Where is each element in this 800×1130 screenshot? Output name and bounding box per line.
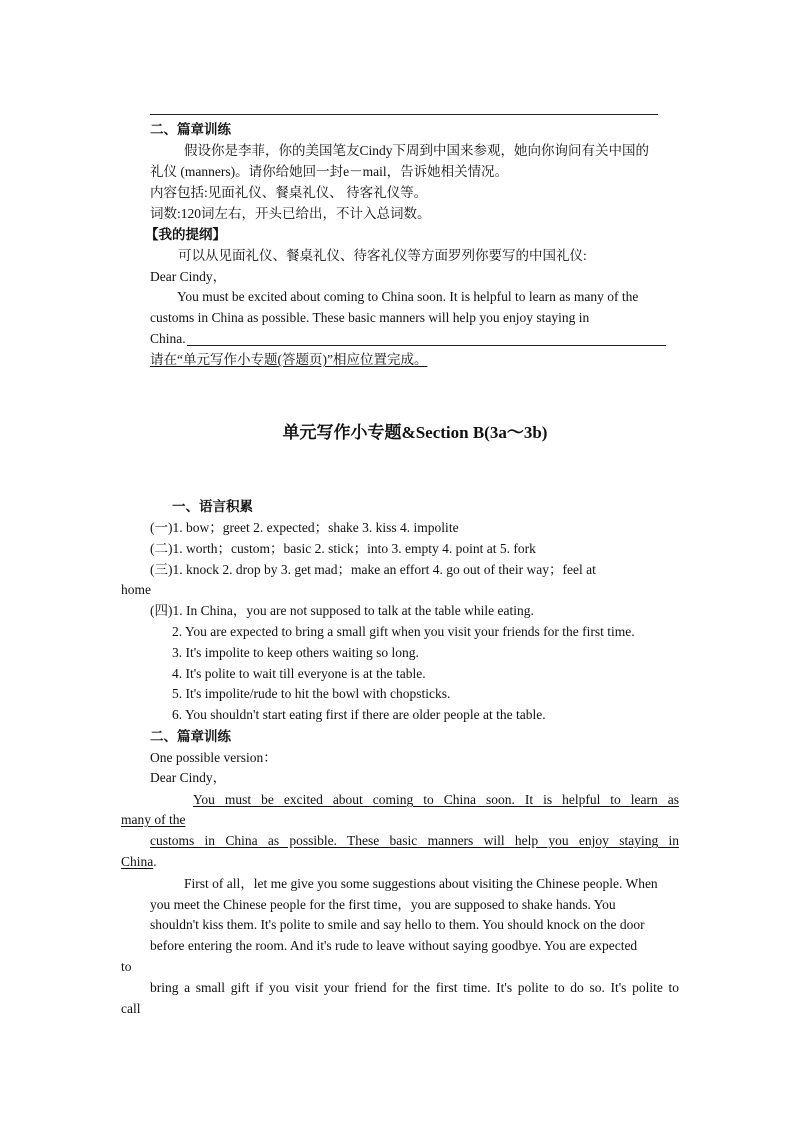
task-prompt-line1: 假设你是李菲，你的美国笔友Cindy下周到中国来参观，她向你询问有关中国的 bbox=[184, 143, 650, 158]
outline-text: 可以从见面礼仪、餐桌礼仪、待客礼仪等方面罗列你要写的中国礼仪: bbox=[178, 248, 587, 263]
essay-opening-line-4-text: China bbox=[121, 854, 154, 869]
answers-heading-2: 二、篇章训练 bbox=[150, 729, 231, 744]
essay-opening-line-4 bbox=[121, 852, 157, 872]
task-prompt-line2: 礼仪 (manners)。请你给她回一封e－mail，告诉她相关情况。 bbox=[150, 164, 509, 179]
answers-part-4-item-2: 2. You are expected to bring a small gift when you visit your friends for the first time. bbox=[172, 624, 635, 639]
essay-body-line-4: before entering the room. And it's rude to leave without saying goodbye. You are expected bbox=[150, 938, 638, 953]
essay-opening-line-4-period: . bbox=[153, 854, 157, 869]
answers-part-1: (一)1. bow；greet 2. expected；shake 3. kiss 4. impolite bbox=[150, 520, 459, 535]
outline-heading: 【我的提纲】 bbox=[145, 227, 226, 242]
answers-part-3: (三)1. knock 2. drop by 3. get mad；make an effort 4. go out of their way；feel at bbox=[150, 562, 596, 577]
letter-greeting: Dear Cindy， bbox=[150, 269, 227, 284]
letter-line-3: China. bbox=[150, 331, 186, 346]
essay-body-line-2: you meet the Chinese people for the first time，you are supposed to shake hands. You bbox=[150, 897, 616, 912]
answers-part-4-item-1: (四)1. In China，you are not supposed to talk at the table while eating. bbox=[150, 603, 534, 618]
essay-body-line-6: bring a small gift if you visit your friend for the first time. It's polite to do so. It's polite to bbox=[150, 980, 679, 995]
essay-opening-line-3: customs in China as possible. These basic manners will help you enjoy staying in bbox=[150, 833, 679, 848]
essay-body-line-5: to bbox=[121, 959, 132, 974]
essay-body-line-7: call bbox=[121, 1001, 141, 1016]
answers-part-4-item-4: 4. It's polite to wait till everyone is at the table. bbox=[172, 666, 426, 681]
letter-line-1: You must be excited about coming to China soon. It is helpful to learn as many of the bbox=[177, 289, 639, 304]
answers-part-4-item-6: 6. You shouldn't start eating first if there are older people at the table. bbox=[172, 707, 546, 722]
essay-body-line-3: shouldn't kiss them. It's polite to smile and say hello to them. You should knock on the door bbox=[150, 917, 645, 932]
answers-heading-1: 一、语言积累 bbox=[172, 499, 253, 514]
essay-opening-line-1: You must be excited about coming to China soon. It is helpful to learn as bbox=[193, 792, 679, 807]
task-word-count: 词数:120词左右，开头已给出，不计入总词数。 bbox=[150, 206, 431, 221]
answer-line-top bbox=[150, 114, 658, 115]
essay-greeting: Dear Cindy， bbox=[150, 770, 227, 785]
essay-opening-line-2: many of the bbox=[121, 812, 186, 827]
answers-part-4-item-5: 5. It's impolite/rude to hit the bowl with chopsticks. bbox=[172, 686, 451, 701]
letter-line-2: customs in China as possible. These basic manners will help you enjoy staying in bbox=[150, 310, 590, 325]
answer-line-china bbox=[187, 345, 666, 346]
task-heading: 二、篇章训练 bbox=[150, 122, 231, 137]
answers-part-4-item-3: 3. It's impolite to keep others waiting so long. bbox=[172, 645, 419, 660]
essay-body-line-1: First of all，let me give you some suggestions about visiting the Chinese people. When bbox=[184, 876, 658, 891]
instruction-note: 请在“单元写作小专题(答题页)”相应位置完成。 bbox=[150, 352, 428, 367]
task-content: 内容包括:见面礼仪、餐桌礼仪、 待客礼仪等。 bbox=[150, 185, 428, 200]
section-title: 单元写作小专题&Section B(3a～3b) bbox=[282, 423, 548, 442]
answers-part-2: (二)1. worth；custom；basic 2. stick；into 3. empty 4. point at 5. fork bbox=[150, 541, 536, 556]
answers-part-3-end: home bbox=[121, 582, 151, 597]
possible-version-label: One possible version： bbox=[150, 750, 277, 765]
